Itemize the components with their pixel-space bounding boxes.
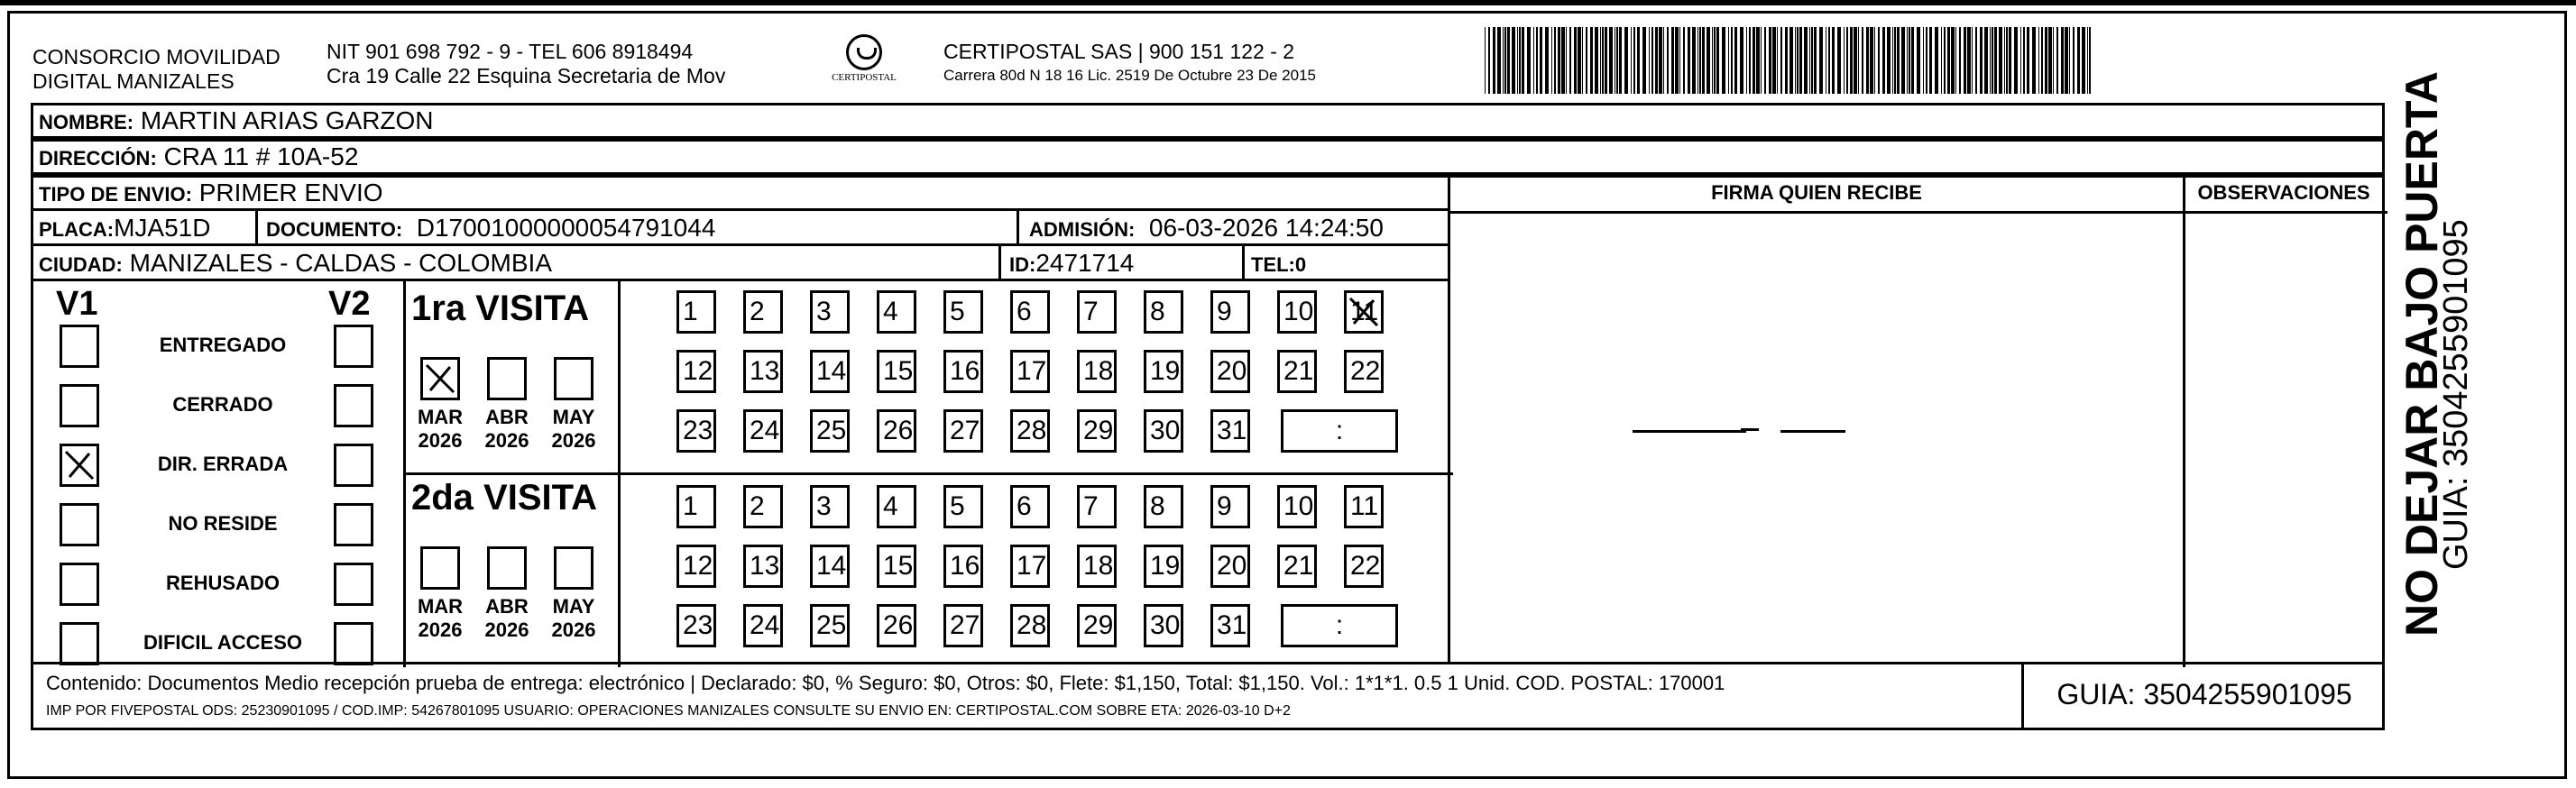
v1-checkbox[interactable] (60, 384, 99, 427)
status-option-label: CERRADO (172, 393, 273, 416)
day-box-first-visit[interactable]: 17 (1010, 350, 1050, 393)
status-option-label: REHUSADO (166, 572, 280, 594)
day-box-first-visit[interactable]: 21 (1277, 350, 1317, 393)
year-label: 2026 (418, 618, 463, 641)
documento-value: D17001000000054791044 (416, 214, 716, 242)
day-box-second-visit[interactable]: 31 (1210, 604, 1250, 647)
v2-checkbox[interactable] (334, 503, 373, 546)
v1-checkbox[interactable] (60, 622, 99, 665)
day-box-second-visit[interactable]: 12 (676, 545, 716, 588)
day-box-second-visit[interactable]: 24 (743, 604, 783, 647)
divider (255, 211, 258, 243)
day-box-second-visit[interactable]: 10 (1277, 485, 1317, 528)
divider (2183, 178, 2185, 667)
month-checkbox-first-visit[interactable] (554, 357, 593, 400)
firma-label: FIRMA QUIEN RECIBE (1711, 181, 1922, 204)
day-box-first-visit[interactable]: 12 (676, 350, 716, 393)
v2-checkbox[interactable] (334, 444, 373, 487)
divider (1242, 246, 1245, 279)
second-visit-label: 2da VISITA (411, 478, 597, 518)
v2-label: V2 (328, 285, 371, 323)
placa-value: MJA51D (114, 214, 211, 242)
side-guia-number: GUIA: 3504255901095 (2437, 219, 2475, 570)
month-checkbox-first-visit[interactable] (420, 357, 460, 400)
time-box-second-visit[interactable]: : (1281, 604, 1398, 647)
footer-contents: Contenido: Documentos Medio recepción prueba de entrega: electrónico | Declarado: $0, % Seguro: $0, Otros: $0, Flete: $1,150, Total: $1,150. Vol.: 1*1*1. 0.5 1 Unid. COD. POSTAL: 170001 (46, 672, 1725, 694)
check-mark-icon (423, 360, 457, 398)
sender-address: Cra 19 Calle 22 Esquina Secretaria de Mov (327, 64, 726, 87)
v1-label: V1 (56, 285, 98, 323)
day-box-second-visit[interactable]: 1 (676, 485, 716, 528)
row-nombre (31, 103, 2385, 139)
courier-name: CERTIPOSTAL SAS | 900 151 122 - 2 (943, 40, 1295, 63)
divider (403, 472, 1453, 475)
no-bajo-puerta-warning: NO DEJAR BAJO PUERTA (2397, 71, 2447, 637)
day-box-second-visit[interactable]: 9 (1210, 485, 1250, 528)
day-box-second-visit[interactable]: 15 (877, 545, 916, 588)
status-option-label: DIR. ERRADA (157, 453, 289, 475)
status-option-label: NO RESIDE (168, 512, 278, 535)
day-box-first-visit[interactable]: 11 (1344, 290, 1384, 334)
tel-value: 0 (1294, 253, 1307, 276)
year-label: 2026 (484, 429, 529, 452)
day-box-first-visit[interactable]: 27 (943, 409, 983, 453)
day-box-first-visit[interactable]: 24 (743, 409, 783, 453)
year-label: 2026 (551, 429, 596, 452)
time-box-first-visit[interactable]: : (1281, 409, 1398, 453)
direccion-label: DIRECCIÓN: (39, 147, 157, 170)
day-box-second-visit[interactable]: 26 (877, 604, 916, 647)
courier-address: Carrera 80d N 18 16 Lic. 2519 De Octubre 23 De 2015 (943, 67, 1316, 84)
placa-label: PLACA: (39, 218, 115, 241)
first-visit-label: 1ra VISITA (411, 289, 590, 328)
check-mark-icon (1347, 293, 1381, 331)
day-box-second-visit[interactable]: 21 (1277, 545, 1317, 588)
day-box-second-visit[interactable]: 23 (676, 604, 716, 647)
v2-checkbox[interactable] (334, 563, 373, 606)
day-box-first-visit[interactable]: 14 (810, 350, 850, 393)
day-box-second-visit[interactable]: 29 (1077, 604, 1117, 647)
v2-checkbox[interactable] (334, 384, 373, 427)
direccion-value: CRA 11 # 10A-52 (163, 142, 359, 170)
guia-number: GUIA: 3504255901095 (2056, 678, 2352, 710)
day-box-second-visit[interactable]: 17 (1010, 545, 1050, 588)
footer-print-info: IMP POR FIVEPOSTAL ODS: 25230901095 / COD.IMP: 54267801095 USUARIO: OPERACIONES MANIZALES CONSULTE SU ENVIO EN: CERTIPOSTAL.COM SOBRE ETA: 2026-03-10 D+2 (46, 703, 1291, 719)
signature-stroke (1741, 428, 1759, 431)
v1-checkbox[interactable] (60, 444, 99, 487)
row-direccion (31, 139, 2385, 175)
day-box-second-visit[interactable]: 18 (1077, 545, 1117, 588)
day-box-second-visit[interactable]: 27 (943, 604, 983, 647)
sender-info (327, 40, 725, 88)
day-box-first-visit[interactable]: 29 (1077, 409, 1117, 453)
day-box-second-visit[interactable]: 11 (1344, 485, 1384, 528)
v2-checkbox[interactable] (334, 325, 373, 368)
day-box-second-visit[interactable]: 2 (743, 485, 783, 528)
v1-checkbox[interactable] (60, 503, 99, 546)
admision-label: ADMISIÓN: (1029, 218, 1136, 241)
divider (1450, 211, 2387, 214)
day-box-first-visit[interactable]: 26 (877, 409, 916, 453)
observaciones-label: OBSERVACIONES (2197, 181, 2370, 204)
logo-text: CERTIPOSTAL (832, 72, 897, 83)
day-box-first-visit[interactable]: 1 (676, 290, 716, 334)
month-label: ABR (485, 595, 529, 618)
day-box-first-visit[interactable]: 23 (676, 409, 716, 453)
status-option-label: DIFICIL ACCESO (143, 631, 302, 654)
day-box-second-visit[interactable]: 16 (943, 545, 983, 588)
tipo-label: TIPO DE ENVIO: (39, 183, 192, 206)
courier-info (943, 40, 1316, 87)
signature-stroke (1633, 430, 1746, 433)
day-box-second-visit[interactable]: 4 (877, 485, 916, 528)
day-box-first-visit[interactable]: 22 (1344, 350, 1384, 393)
day-box-first-visit[interactable]: 2 (743, 290, 783, 334)
logo-icon (846, 34, 882, 70)
day-box-first-visit[interactable]: 6 (1010, 290, 1050, 334)
day-box-first-visit[interactable]: 25 (810, 409, 850, 453)
v1-checkbox[interactable] (60, 325, 99, 368)
day-box-second-visit[interactable]: 30 (1144, 604, 1183, 647)
month-label: ABR (485, 406, 529, 428)
row-placa (31, 208, 1450, 246)
day-box-second-visit[interactable]: 25 (810, 604, 850, 647)
day-box-first-visit[interactable]: 16 (943, 350, 983, 393)
divider (998, 246, 1001, 279)
day-box-second-visit[interactable]: 5 (943, 485, 983, 528)
barcode-gap (2091, 27, 2092, 94)
day-box-second-visit[interactable]: 6 (1010, 485, 1050, 528)
month-checkbox-second-visit[interactable] (420, 546, 460, 590)
id-value: 2471714 (1035, 249, 1135, 277)
day-box-first-visit[interactable]: 9 (1210, 290, 1250, 334)
nombre-label: NOMBRE: (39, 111, 134, 133)
company-name (32, 45, 281, 94)
nombre-value: MARTIN ARIAS GARZON (140, 106, 434, 134)
day-box-first-visit[interactable]: 18 (1077, 350, 1117, 393)
day-box-first-visit[interactable]: 5 (943, 290, 983, 334)
day-box-first-visit[interactable]: 4 (877, 290, 916, 334)
day-box-first-visit[interactable]: 28 (1010, 409, 1050, 453)
status-option-label: ENTREGADO (159, 334, 287, 356)
day-box-first-visit[interactable]: 20 (1210, 350, 1250, 393)
year-label: 2026 (418, 429, 463, 452)
row-ciudad (31, 243, 1450, 281)
row-tipo (31, 175, 1450, 211)
certipostal-logo (828, 34, 900, 101)
tel-label: TEL: (1251, 253, 1295, 276)
top-edge-line (0, 0, 2576, 5)
footer (31, 662, 2385, 730)
divider (1017, 211, 1019, 243)
documento-label: DOCUMENTO: (266, 218, 403, 241)
month-checkbox-first-visit[interactable] (487, 357, 527, 400)
id-label: ID: (1009, 253, 1036, 276)
day-box-second-visit[interactable]: 28 (1010, 604, 1050, 647)
year-label: 2026 (551, 618, 596, 641)
tipo-value: PRIMER ENVIO (198, 179, 383, 206)
day-box-second-visit[interactable]: 22 (1344, 545, 1384, 588)
day-box-first-visit[interactable]: 31 (1210, 409, 1250, 453)
day-box-first-visit[interactable]: 15 (877, 350, 916, 393)
day-box-second-visit[interactable]: 13 (743, 545, 783, 588)
sender-nit: NIT 901 698 792 - 9 - TEL 606 8918494 (327, 40, 694, 63)
day-box-first-visit[interactable]: 19 (1144, 350, 1183, 393)
barcode (1485, 27, 2206, 94)
month-label: MAR (417, 595, 464, 618)
day-box-first-visit[interactable]: 7 (1077, 290, 1117, 334)
day-box-first-visit[interactable]: 30 (1144, 409, 1183, 453)
admision-value: 06-03-2026 14:24:50 (1148, 214, 1384, 242)
ciudad-value: MANIZALES - CALDAS - COLOMBIA (129, 249, 552, 277)
day-box-first-visit[interactable]: 10 (1277, 290, 1317, 334)
month-checkbox-second-visit[interactable] (487, 546, 527, 590)
day-box-first-visit[interactable]: 13 (743, 350, 783, 393)
month-label: MAY (552, 406, 595, 428)
ciudad-label: CIUDAD: (39, 253, 123, 276)
v2-checkbox[interactable] (334, 622, 373, 665)
signature-area (1448, 175, 2385, 664)
year-label: 2026 (484, 618, 529, 641)
company-line-1: CONSORCIO MOVILIDAD (32, 45, 281, 69)
check-mark-icon (62, 446, 97, 484)
day-box-first-visit[interactable]: 3 (810, 290, 850, 334)
day-box-second-visit[interactable]: 3 (810, 485, 850, 528)
day-box-second-visit[interactable]: 20 (1210, 545, 1250, 588)
month-label: MAY (552, 595, 595, 618)
day-box-second-visit[interactable]: 14 (810, 545, 850, 588)
day-box-first-visit[interactable]: 8 (1144, 290, 1183, 334)
day-box-second-visit[interactable]: 7 (1077, 485, 1117, 528)
day-box-second-visit[interactable]: 8 (1144, 485, 1183, 528)
day-box-second-visit[interactable]: 19 (1144, 545, 1183, 588)
signature-stroke (1780, 430, 1845, 433)
month-checkbox-second-visit[interactable] (554, 546, 593, 590)
company-line-2: DIGITAL MANIZALES (32, 69, 235, 93)
v1-checkbox[interactable] (60, 563, 99, 606)
month-label: MAR (417, 406, 464, 428)
